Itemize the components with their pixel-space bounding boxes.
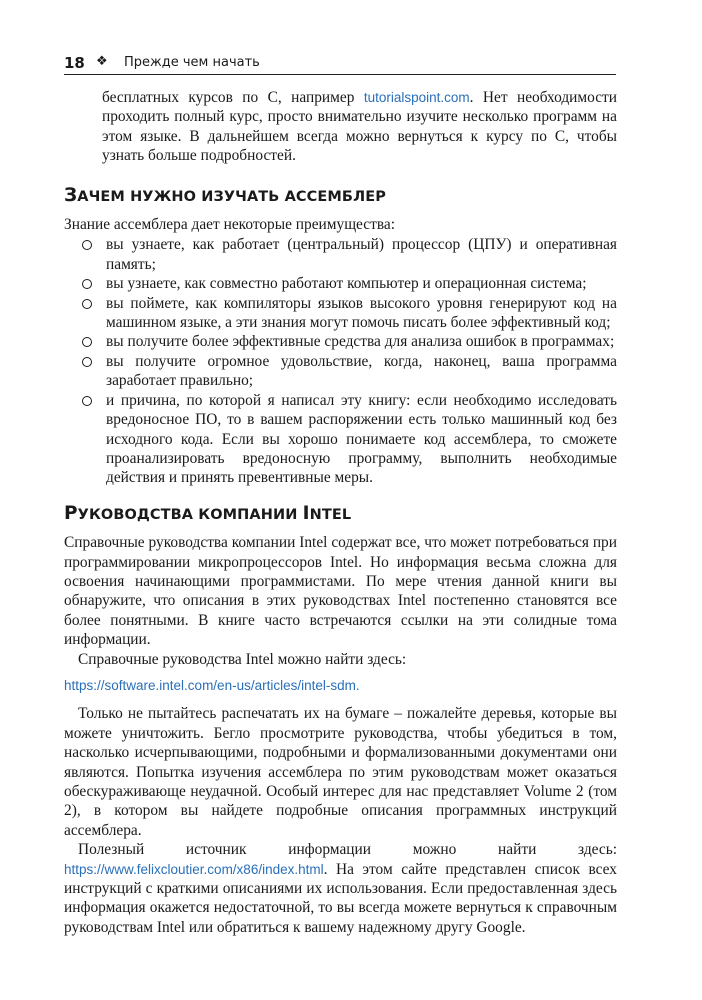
running-title: Прежде чем начать xyxy=(124,55,260,70)
list-item-text: вы узнаете, как совместно работают компьютер и операционная система; xyxy=(106,275,587,293)
heading1-rest: АЧЕМ НУЖНО ИЗУЧАТЬ АССЕМБЛЕР xyxy=(77,188,386,205)
intel-paragraph-3: Только не пытайтесь распечатать их на бумаге – пожалейте деревья, которые вы можете уничтожить. Бегло просмотрите руководства, чтобы убедиться в том, насколько исчерпывающими, подробными и формализованными документами они являются. Попытка изучения ассемблера по этим руководствам может оказаться обескураживающе неудачной. Особый интерес для нас представляет Volume 2 (том 2), в котором вы найдете подробные описания программных инструкций ассемблера. xyxy=(64,705,617,839)
bullet-circle-icon xyxy=(82,357,92,367)
heading1-first-letter: З xyxy=(64,184,78,206)
bullet-circle-icon xyxy=(82,337,92,347)
intel-sdm-link-line xyxy=(64,676,617,695)
intel-paragraph-1: Справочные руководства компании Intel содержат все, что может потребоваться при программировании микропроцессоров Intel. Но информация весьма сложна для освоения начинающими программистами. По мере чтения данной книги вы обнаружите, что описания в этих руководствах Intel постепенно становятся все более понятными. В книге часто встречаются ссылки на эти солидные тома информации. xyxy=(64,534,617,649)
page-body xyxy=(64,88,617,937)
list-item xyxy=(64,235,617,274)
bullet-circle-icon xyxy=(82,279,92,289)
list-item-text: вы узнаете, как работает (центральный) процессор (ЦПУ) и оперативная память; xyxy=(106,236,617,273)
heading2-first-letter: Р xyxy=(64,502,78,524)
heading2-middle: УКОВОДСТВА КОМПАНИИ xyxy=(77,506,303,523)
list-item-text: вы получите более эффективные средства для анализа ошибок в программах; xyxy=(106,333,615,351)
running-header xyxy=(64,52,616,75)
felixcloutier-link[interactable]: https://www.felixcloutier.com/x86/index.html xyxy=(64,861,324,877)
list-item xyxy=(64,352,617,391)
intro-text-end: . Нет необходимости проходить полный курс, просто внимательно изучите несколько программ на этом языке. В дальнейшем всегда можно вернуться к курсу по C, чтобы узнать больше подробностей. xyxy=(102,89,618,165)
list-item-text: вы поймете, как компиляторы языков высокого уровня генерируют код на машинном языке, а эти знания могут помочь писать более эффективный код; xyxy=(106,294,617,332)
intel-paragraph-4 xyxy=(64,840,617,937)
page-number: 18 xyxy=(64,54,85,72)
intro-paragraph xyxy=(102,88,617,166)
intel-sdm-link[interactable]: https://software.intel.com/en-us/articles/intel-sdm. xyxy=(64,677,360,693)
para4-text-start: Полезный источник информации можно найти здесь: xyxy=(78,841,617,859)
ornament-icon: ❖ xyxy=(96,54,108,69)
heading2-intel-first-letter: I xyxy=(302,502,310,524)
section1-lead: Знание ассемблера дает некоторые преимущества: xyxy=(64,216,395,234)
bullet-circle-icon xyxy=(82,299,92,309)
list-item xyxy=(64,391,617,488)
advantages-list xyxy=(64,235,617,487)
section-heading-why-assembler xyxy=(64,186,617,207)
section-heading-intel-manuals xyxy=(64,504,617,525)
list-item xyxy=(64,294,617,333)
list-item-text: вы получите огромное удовольствие, когда, наконец, ваша программа заработает правильно; xyxy=(106,352,617,390)
intro-text-start: бесплатных курсов по C, например xyxy=(102,89,364,106)
bullet-circle-icon xyxy=(82,240,92,250)
list-item-text: и причина, по которой я написал эту книгу: если необходимо исследовать вредоносное ПО, то в вашем распоряжении есть только машинный код без исходного кода. Если вы хорошо понимаете код ассемблера, то сможете проанализировать вредоносную программу, выполнить необходимые действия и принять превентивные меры. xyxy=(106,391,617,487)
tutorialspoint-link[interactable]: tutorialspoint.com xyxy=(363,90,470,105)
list-item xyxy=(64,332,617,351)
list-item xyxy=(64,274,617,293)
heading2-intel-rest: NTEL xyxy=(309,506,352,523)
bullet-circle-icon xyxy=(82,396,92,406)
intel-paragraph-2: Справочные руководства Intel можно найти здесь: xyxy=(78,650,407,668)
para4-text-end: . На этом сайте представлен список всех инструкций с краткими описаниями их использования. Если предоставленная здесь информация окажется недостаточной, то вы всегда можете вернуться к справочным руководствам Intel или обратиться к вашему надежному другу Google. xyxy=(64,860,617,936)
